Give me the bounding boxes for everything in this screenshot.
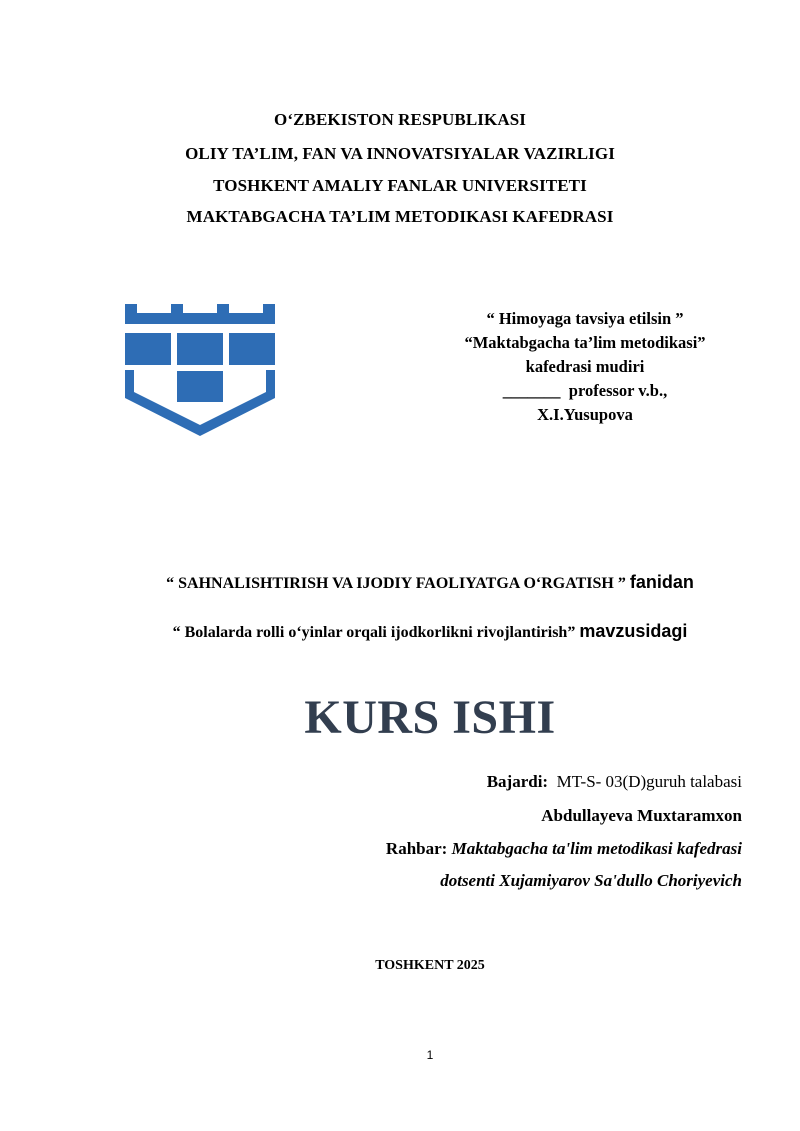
approval-signature-line [430, 381, 740, 401]
course-name: “ SAHNALISHTIRISH VA IJODIY FAOLIYATGA O‘RGATISH ” [166, 575, 626, 592]
supervisor-label: Rahbar: [385, 839, 448, 858]
supervisor-name: dotsenti Xujamiyarov Sa'dullo Choriyevich [440, 871, 742, 890]
course-subject [0, 572, 800, 593]
author-group-line [487, 772, 742, 792]
supervisor-department: Maktabgacha ta'lim metodikasi kafedrasi [451, 839, 742, 858]
approval-line-department: “Maktabgacha ta’lim metodikasi” [464, 333, 706, 352]
author-group: MT-S- 03(D)guruh talabasi [556, 772, 742, 791]
topic-suffix: mavzusidagi [579, 621, 688, 641]
header-department: MAKTABGACHA TA’LIM METODIKASI KAFEDRASI [186, 207, 614, 226]
course-suffix: fanidan [629, 572, 694, 592]
supervisor-line [386, 839, 742, 859]
signature-blank: _______ [502, 381, 561, 400]
header-ministry: OLIY TA’LIM, FAN VA INNOVATSIYALAR VAZIRLIGI [185, 144, 615, 163]
approval-line-head: kafedrasi mudiri [525, 357, 645, 376]
approval-line-recommend: “ Himoyaga tavsiya etilsin ” [486, 309, 684, 328]
approval-position: professor v.b., [568, 381, 668, 400]
document-title: KURS ISHI [304, 691, 556, 744]
approval-name: X.I.Yusupova [537, 405, 633, 424]
city-year: TOSHKENT 2025 [375, 958, 485, 973]
page-number: 1 [426, 1048, 434, 1062]
work-topic [0, 621, 800, 642]
header-ministry-country: O‘ZBEKISTON RESPUBLIKASI [274, 110, 526, 129]
topic-name: “ Bolalarda rolli o‘yinlar orqali ijodkorlikni rivojlantirish” [172, 624, 576, 641]
author-label: Bajardi: [486, 772, 549, 791]
author-name: Abdullayeva Muxtaramxon [541, 806, 742, 825]
header-university: TOSHKENT AMALIY FANLAR UNIVERSITETI [213, 176, 587, 195]
university-shield-logo [122, 300, 282, 440]
